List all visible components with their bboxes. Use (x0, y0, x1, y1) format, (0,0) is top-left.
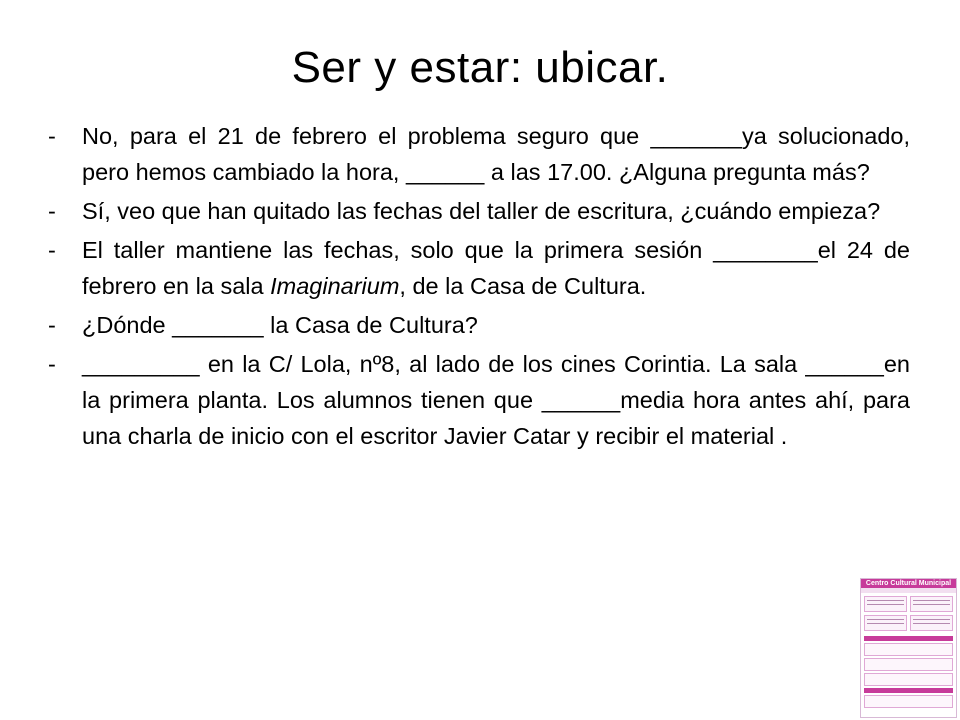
dialogue-line-3 (48, 232, 910, 304)
dialogue-text: No, para el 21 de febrero el problema seguro que _______ya solucionado, pero hemos cambiado la hora, ______ a las 17.00. ¿Alguna pregunta más? (82, 123, 910, 185)
flyer-header: Centro Cultural Municipal (861, 579, 956, 588)
dash-bullet: - (48, 312, 56, 338)
flyer-row (864, 643, 953, 656)
dialogue-line-5 (48, 346, 910, 454)
dialogue-text: Sí, veo que han quitado las fechas del taller de escritura, ¿cuándo empieza? (82, 198, 881, 224)
flyer-row (864, 695, 953, 708)
dialogue-line-1 (48, 118, 910, 190)
cultural-center-flyer-thumbnail (860, 578, 957, 718)
flyer-bar (864, 688, 953, 693)
dash-bullet: - (48, 123, 56, 149)
dash-bullet: - (48, 198, 56, 224)
dialogue-text: ¿Dónde _______ la Casa de Cultura? (82, 312, 478, 338)
dialogue-text-end: , de la Casa de Cultura. (399, 273, 647, 299)
dialogue-text: _________ en la C/ Lola, nº8, al lado de los cines Corintia. La sala ______en la primera planta. Los alumnos tienen que ______media hora antes ahí, para una charla de inicio con el escritor Javier Catar y recibir el material . (82, 351, 910, 449)
flyer-row (864, 673, 953, 686)
dialogue-text-start: El taller mantiene las fechas, solo que la primera sesión ________el 24 de febrero en la sala (82, 237, 910, 299)
room-name: Imaginarium (270, 273, 400, 299)
dash-bullet: - (48, 237, 56, 263)
dialogue-line-4 (48, 307, 910, 343)
flyer-bar (864, 636, 953, 641)
flyer-box (910, 596, 953, 612)
dialogue-list (48, 118, 910, 457)
dialogue-line-2 (48, 193, 910, 229)
flyer-box (910, 615, 953, 631)
slide-title: Ser y estar: ubicar. (291, 43, 669, 92)
flyer-box (864, 596, 907, 612)
flyer-grid (861, 593, 956, 634)
flyer-box (864, 615, 907, 631)
flyer-row (864, 658, 953, 671)
dash-bullet: - (48, 351, 56, 377)
